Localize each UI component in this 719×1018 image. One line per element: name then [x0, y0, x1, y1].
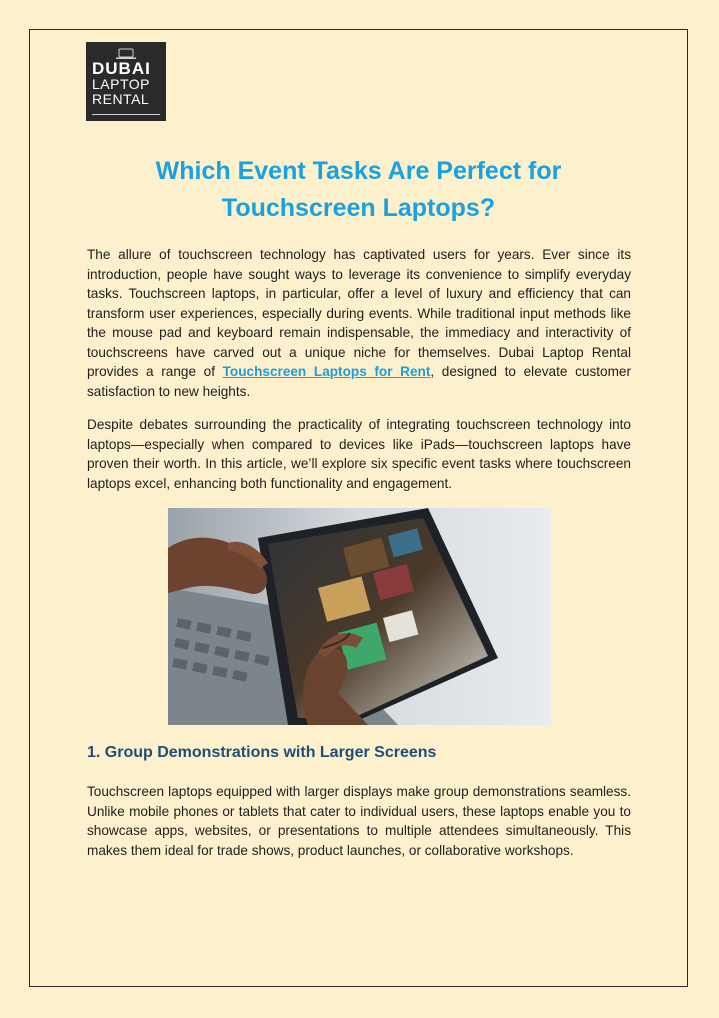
- intro-text-after-link: , designed to elevate customer satisfaction to new heights.: [87, 364, 631, 399]
- intro-text-before-link: The allure of touchscreen technology has captivated users for years. Ever since its introduction, people have sought ways to leverage its convenience to simplify everyday tasks. Touchscreen laptops, in particular, offer a level of luxury and efficiency that can transform user experiences, especially during events. While traditional input methods like the mouse pad and keyboard remain indispensable, the immediacy and interactivity of touchscreens have carved out a unique niche for themselves. Dubai Laptop Rental provides a range of: [87, 247, 631, 379]
- logo-line-1: DUBAI: [92, 59, 151, 78]
- touchscreen-laptop-photo: [168, 508, 551, 725]
- section-1-body: Touchscreen laptops equipped with larger displays make group demonstrations seamless. Unlike mobile phones or tablets that cater to individual users, these laptops enable you to showcase apps, websites, or presentations to multiple attendees simultaneously. This makes them ideal for trade shows, product launches, or collaborative workshops.: [87, 784, 631, 858]
- touchscreen-laptops-for-rent-link[interactable]: Touchscreen Laptops for Rent: [222, 364, 431, 379]
- title-line-2: Touchscreen Laptops?: [221, 194, 496, 222]
- section-1-heading: 1. Group Demonstrations with Larger Screens: [87, 744, 437, 761]
- logo-underline: [92, 114, 160, 115]
- photo-illustration: [168, 508, 551, 725]
- intro-paragraph: [87, 245, 631, 401]
- logo-line-2: LAPTOP: [92, 76, 150, 92]
- page-title: [86, 153, 631, 227]
- title-line-1: Which Event Tasks Are Perfect for: [155, 157, 562, 185]
- logo-line-3: RENTAL: [92, 91, 150, 107]
- second-paragraph: Despite debates surrounding the practicality of integrating touchscreen technology into laptops—especially when compared to devices like iPads—touchscreen laptops have proven their worth. In this article, we’ll explore six specific event tasks where touchscreen laptops excel, enhancing both functionality and engagement.: [87, 417, 631, 491]
- dubai-laptop-rental-logo: [86, 42, 166, 121]
